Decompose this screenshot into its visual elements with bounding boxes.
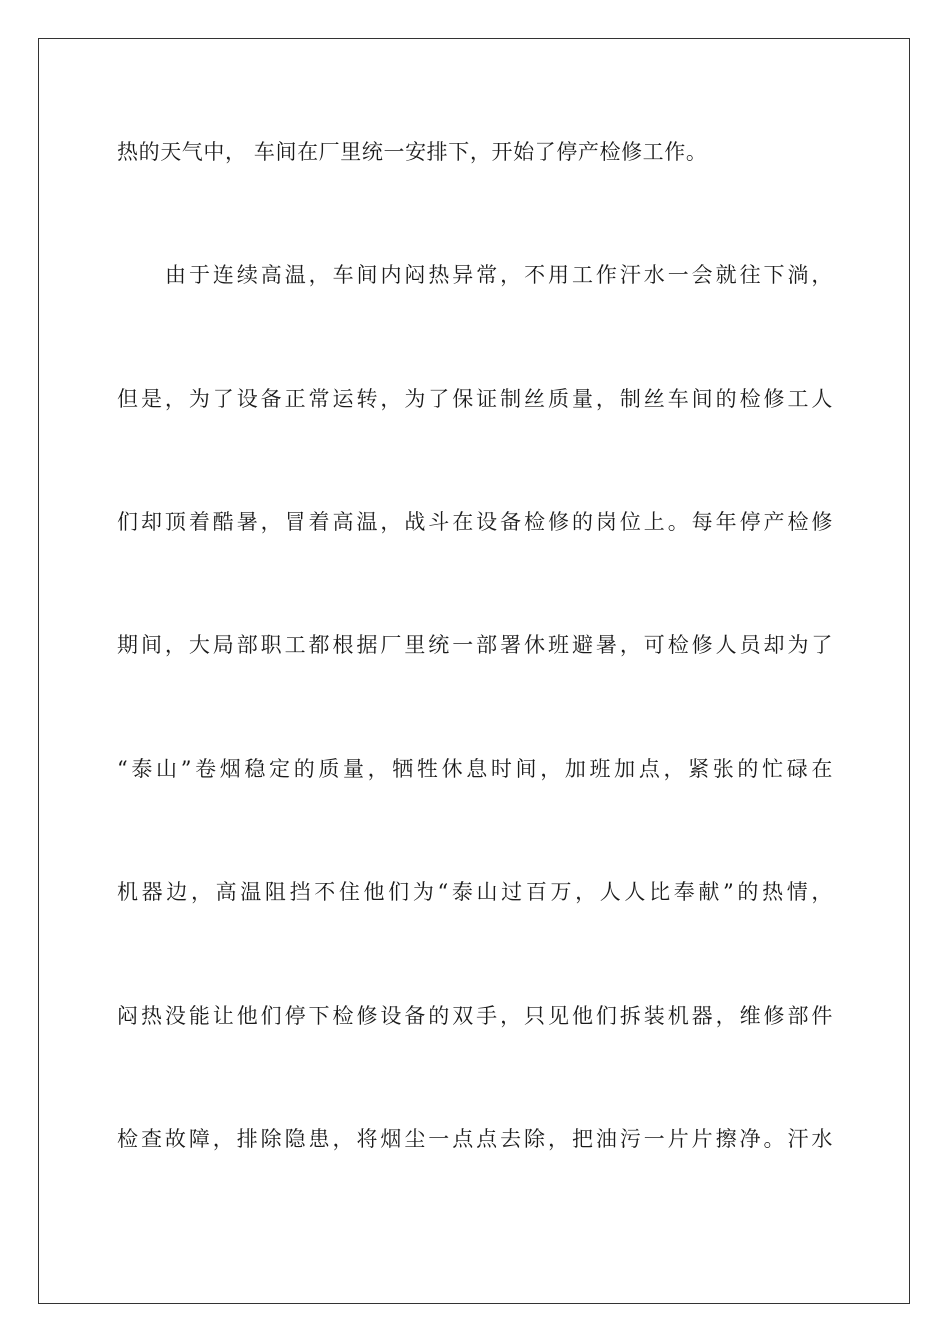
paragraph-line-8: 闷热没能让他们停下检修设备的双手，只见他们拆装机器，维修部件: [117, 1004, 833, 1028]
paragraph-line-4: 们却顶着酷暑，冒着高温，战斗在设备检修的岗位上。每年停产检修: [117, 510, 833, 534]
paragraph-line-1: 热的天气中， 车间在厂里统一安排下，开始了停产检修工作。: [117, 140, 708, 164]
paragraph-line-9: 检查故障，排除隐患，将烟尘一点点去除，把油污一片片擦净。汗水: [117, 1127, 833, 1151]
page-border: [38, 38, 910, 1304]
paragraph-line-5: 期间，大局部职工都根据厂里统一部署休班避暑，可检修人员却为了: [117, 633, 833, 657]
paragraph-line-6: “泰山”卷烟稳定的质量，牺牲休息时间，加班加点，紧张的忙碌在: [117, 757, 833, 781]
paragraph-line-7: 机器边，高温阻挡不住他们为“泰山过百万，人人比奉献”的热情，: [117, 880, 833, 904]
paragraph-line-2: 由于连续高温，车间内闷热异常，不用工作汗水一会就往下淌，: [165, 263, 833, 287]
paragraph-line-3: 但是，为了设备正常运转，为了保证制丝质量，制丝车间的检修工人: [117, 387, 833, 411]
